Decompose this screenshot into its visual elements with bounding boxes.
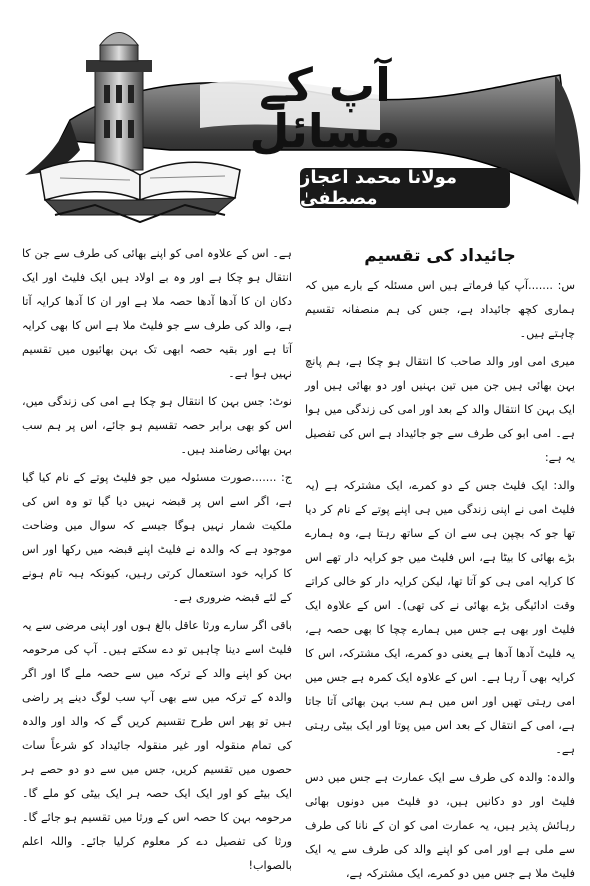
property-continued-paragraph: ہے۔ اس کے علاوہ امی کو اپنے بھائی کی طرف سے جن کا انتقال ہو چکا ہے اور وہ بے اولاد ہیں ایک فلیٹ اور ایک دکان ان کا آدھا آدھا حصہ ملا ہے اور ان کا آدھا کرایہ آتا ہے، والد کی طرف سے جو فلیٹ ملا ہے اس کا بھی کرایہ آتا ہے اور بقیہ حصہ ابھی تک بہن بھائیوں میں تقسیم نہیں ہوا ہے۔ (22, 247, 292, 380)
inheritance-division-paragraph: باقی اگر سارے ورثا عاقل بالغ ہوں اور اپنی مرضی سے یہ فلیٹ اسے دینا چاہیں تو دے سکتے ہیں۔ آپ کی مرحومہ بہن کو اپنے والد کے ترکہ میں سے حصہ ملے گا اور اگر والدہ کے ترکہ میں سے بھی آپ سب لوگ دینے پر راضی ہیں تو پھر اس طرح تقسیم کریں گے کہ والد اور والدہ کی تمام منقولہ اور غیر منقولہ جائیداد کو شرعاً سات حصوں میں تقسیم کریں، جس میں سے دو دو حصے ہر ایک بیٹے کو اور ایک ایک حصہ ہر ایک بیٹی کو ملے گا۔ مرحومہ بہن کا حصہ اس کے ورثا میں تقسیم ہو جائے گا۔ ورثا کی تفصیل دے کر معلوم کرلیا جائے۔ واللہ اعلم بالصواب! (22, 619, 292, 872)
section-heading: جائیداد کی تقسیم (364, 246, 516, 266)
author-name: مولانا محمد اعجاز مصطفیٰ (300, 168, 510, 208)
left-text-column (22, 242, 292, 872)
answer-paragraph: ج: .......صورت مسئولہ میں جو فلیٹ پوتے کے نام کیا گیا ہے، اگر اسے اس پر قبضہ نہیں دیا گیا تو وہ اس کی ملکیت شمار نہیں ہوگا جیسے کہ سوال میں وضاحت موجود ہے کہ والدہ نے فلیٹ اپنے قبضہ میں رکھا اور اس کا کرایہ خود استعمال کرتی رہیں، کیونکہ ہبہ تام ہونے کے لئے قبضہ ضروری ہے۔ (22, 471, 292, 604)
father-property-paragraph: والد: ایک فلیٹ جس کے دو کمرے، ایک مشترکہ ہے (یہ فلیٹ امی نے اپنی زندگی میں ہی اپنے پوتے کے نام کر دیا تھا جو کہ بچپن ہی سے ان کے ساتھ رہتا ہے، وہ ہمارے بڑے بھائی کا بیٹا ہے، اس فلیٹ میں جو کرایہ دار تھے اس کا کرایہ امی ہی کو آتا تھا، لیکن کرایہ دار کو خالی کراتے وقت ادائیگی بڑے بھائی نے کی تھی)۔ اس کے علاوہ ایک فلیٹ اور بھی ہے جس میں ہمارے چچا کا بھی حصہ ہے، یہ فلیٹ آدھا آدھا ہے یعنی دو کمرے، ایک مشترکہ، اس کا کرایہ بھی آ رہا ہے۔ اس کے علاوہ ایک کمرہ ہے جس میں امی رہتی تھیں اور اس میں ہم سب بہن بھائی آتا جاتا ہے، امی کے انتقال کے بعد اس میں پوتا اور ایک بیٹی رہتی ہے۔ (305, 479, 575, 756)
note-paragraph: نوٹ: جس بہن کا انتقال ہو چکا ہے امی کی زندگی میں، اس کو بھی برابر حصہ تقسیم ہو جائے، اس پر ہم سب بہن بھائی رضامند ہیں۔ (22, 395, 292, 456)
column-title: آپ کے مسائل (249, 58, 401, 158)
right-text-column (305, 242, 575, 880)
family-details-paragraph: میری امی اور والد صاحب کا انتقال ہو چکا ہے، ہم پانچ بہن بھائی ہیں جن میں تین بہنیں اور دو بھائی ہیں اور ایک بہن کا انتقال والد کے بعد اور امی کی زندگی میں ہوا ہے۔ امی ابو کی طرف سے جو جائیداد ہے اس کی تفصیل یہ ہے: (305, 355, 575, 464)
question-paragraph: س: .......آپ کیا فرماتے ہیں اس مسئلہ کے بارے میں کہ ہماری کچھ جائیداد ہے، جس کی ہم منصفانہ تقسیم چاہتے ہیں۔ (305, 279, 575, 340)
page-header (0, 0, 590, 228)
mother-property-paragraph: والدہ: والدہ کی طرف سے ایک عمارت ہے جس میں دس فلیٹ اور دو دکانیں ہیں، دو فلیٹ میں دونوں بھائی رہائش پذیر ہیں، یہ عمارت امی کو ان کے نانا کی طرف سے ملی ہے اور امی کو اپنے والد کی طرف سے یہ ایک فلیٹ ملا ہے جس میں دو کمرے، ایک مشترکہ ہے، (305, 771, 575, 880)
minaret-illustration (86, 33, 152, 171)
